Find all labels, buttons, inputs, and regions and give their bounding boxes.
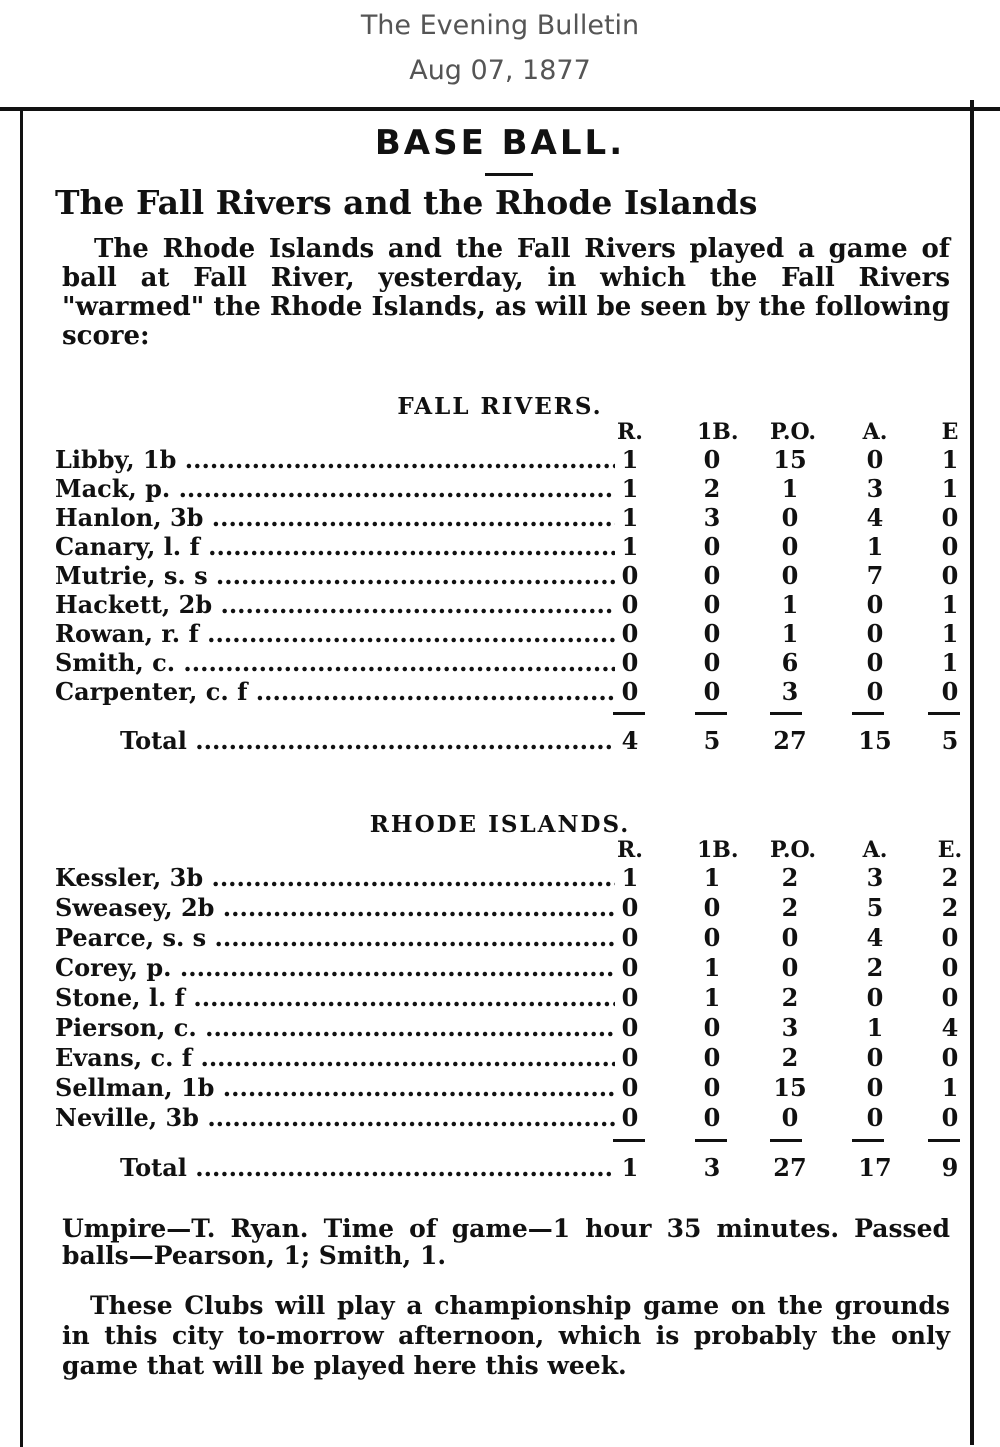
errors-cell: 0 <box>941 1103 959 1132</box>
total-errors: 9 <box>941 1153 959 1182</box>
errors-cell: 0 <box>941 677 959 706</box>
base-hits-cell: 0 <box>703 532 721 561</box>
column-header: P.O. <box>770 837 817 863</box>
assists-cell: 0 <box>866 590 884 619</box>
errors-cell: 0 <box>941 561 959 590</box>
player-row <box>55 953 960 983</box>
player-name: Neville, 3b ..... <box>55 1103 615 1132</box>
runs-cell: 0 <box>621 923 639 952</box>
assists-cell: 4 <box>866 923 884 952</box>
player-name: Hackett, 2b ..... <box>55 590 615 619</box>
putouts-cell: 2 <box>781 1043 799 1072</box>
putouts-cell: 2 <box>781 863 799 892</box>
total-rule <box>852 712 884 715</box>
runs-cell: 0 <box>621 893 639 922</box>
total-runs: 1 <box>621 1153 639 1182</box>
base-hits-cell: 0 <box>703 1103 721 1132</box>
runs-cell: 0 <box>621 648 639 677</box>
player-name: Corey, p. ..... <box>55 953 615 982</box>
player-row <box>55 1103 960 1133</box>
total-rule <box>613 712 645 715</box>
errors-cell: 1 <box>941 619 959 648</box>
column-header: A. <box>862 419 888 445</box>
column-header: P.O. <box>770 419 817 445</box>
total-rule <box>613 1139 645 1142</box>
title-rule <box>485 173 533 176</box>
putouts-cell: 1 <box>781 619 799 648</box>
assists-cell: 1 <box>866 1013 884 1042</box>
errors-cell: 0 <box>941 503 959 532</box>
total-row <box>120 726 960 756</box>
base-hits-cell: 0 <box>703 445 721 474</box>
column-header: 1B. <box>697 419 739 445</box>
putouts-cell: 0 <box>781 953 799 982</box>
total-rule <box>852 1139 884 1142</box>
runs-cell: 0 <box>621 619 639 648</box>
assists-cell: 0 <box>866 1103 884 1132</box>
errors-cell: 0 <box>941 983 959 1012</box>
player-name: Hanlon, 3b ..... <box>55 503 615 532</box>
total-label: Total ..... <box>120 726 615 755</box>
base-hits-cell: 0 <box>703 619 721 648</box>
runs-cell: 1 <box>621 532 639 561</box>
base-hits-cell: 1 <box>703 983 721 1012</box>
assists-cell: 0 <box>866 1073 884 1102</box>
errors-cell: 1 <box>941 648 959 677</box>
umpire-line: Umpire—T. Ryan. Time of game—1 hour 35 minutes. Passed balls—Pearson, 1; Smith, 1. <box>62 1214 950 1270</box>
player-name: Libby, 1b ..... <box>55 445 615 474</box>
total-row <box>120 1153 960 1183</box>
total-rule <box>928 1139 960 1142</box>
errors-cell: 0 <box>941 1043 959 1072</box>
newspaper-clipping <box>0 95 1000 1440</box>
putouts-cell: 2 <box>781 983 799 1012</box>
publication-date: Aug 07, 1877 <box>409 55 591 86</box>
column-header: R. <box>617 419 643 445</box>
player-row <box>55 532 960 562</box>
column-header: E <box>941 419 959 445</box>
assists-cell: 3 <box>866 474 884 503</box>
total-runs: 4 <box>621 726 639 755</box>
runs-cell: 0 <box>621 1103 639 1132</box>
assists-cell: 0 <box>866 677 884 706</box>
runs-cell: 0 <box>621 983 639 1012</box>
total-rule <box>695 1139 727 1142</box>
base-hits-cell: 0 <box>703 561 721 590</box>
left-border <box>20 107 23 1447</box>
total-rule <box>928 712 960 715</box>
runs-cell: 1 <box>621 863 639 892</box>
intro-paragraph: The Rhode Islands and the Fall Rivers played a game of ball at Fall River, yesterday, in which the Fall Rivers "warmed" the Rhode Islands, as will be seen by the following score: <box>62 234 950 351</box>
total-putouts: 27 <box>773 726 807 755</box>
player-row <box>55 445 960 475</box>
total-errors: 5 <box>941 726 959 755</box>
base-hits-cell: 1 <box>703 953 721 982</box>
player-row <box>55 923 960 953</box>
player-row <box>55 863 960 893</box>
assists-cell: 7 <box>866 561 884 590</box>
player-row <box>55 1073 960 1103</box>
putouts-cell: 2 <box>781 893 799 922</box>
base-hits-cell: 0 <box>703 1013 721 1042</box>
base-hits-cell: 2 <box>703 474 721 503</box>
assists-cell: 0 <box>866 445 884 474</box>
total-label: Total ..... <box>120 1153 615 1182</box>
player-row <box>55 561 960 591</box>
player-row <box>55 677 960 707</box>
errors-cell: 1 <box>941 445 959 474</box>
errors-cell: 0 <box>941 532 959 561</box>
base-hits-cell: 0 <box>703 590 721 619</box>
runs-cell: 0 <box>621 561 639 590</box>
player-row <box>55 1013 960 1043</box>
column-header: A. <box>862 837 888 863</box>
base-hits-cell: 0 <box>703 1073 721 1102</box>
player-row <box>55 983 960 1013</box>
total-base-hits: 5 <box>703 726 721 755</box>
putouts-cell: 6 <box>781 648 799 677</box>
putouts-cell: 1 <box>781 474 799 503</box>
article-title: BASE BALL. <box>374 123 626 163</box>
runs-cell: 0 <box>621 677 639 706</box>
putouts-cell: 1 <box>781 590 799 619</box>
base-hits-cell: 0 <box>703 1043 721 1072</box>
assists-cell: 1 <box>866 532 884 561</box>
player-name: Carpenter, c. f ..... <box>55 677 615 706</box>
assists-cell: 3 <box>866 863 884 892</box>
player-name: Smith, c. ..... <box>55 648 615 677</box>
player-row <box>55 474 960 504</box>
putouts-cell: 3 <box>781 677 799 706</box>
runs-cell: 1 <box>621 474 639 503</box>
assists-cell: 4 <box>866 503 884 532</box>
putouts-cell: 3 <box>781 1013 799 1042</box>
player-name: Sellman, 1b ..... <box>55 1073 615 1102</box>
runs-cell: 0 <box>621 1043 639 1072</box>
player-name: Canary, l. f ..... <box>55 532 615 561</box>
assists-cell: 0 <box>866 648 884 677</box>
runs-cell: 1 <box>621 445 639 474</box>
total-rule <box>770 712 802 715</box>
putouts-cell: 0 <box>781 1103 799 1132</box>
column-header: R. <box>617 837 643 863</box>
base-hits-cell: 3 <box>703 503 721 532</box>
errors-cell: 1 <box>941 590 959 619</box>
runs-cell: 0 <box>621 1073 639 1102</box>
runs-cell: 1 <box>621 503 639 532</box>
player-row <box>55 648 960 678</box>
team-name: RHODE ISLANDS. <box>369 811 631 838</box>
base-hits-cell: 0 <box>703 923 721 952</box>
errors-cell: 2 <box>941 863 959 892</box>
assists-cell: 0 <box>866 1043 884 1072</box>
total-rule <box>695 712 727 715</box>
column-header: E. <box>937 837 963 863</box>
total-putouts: 27 <box>773 1153 807 1182</box>
assists-cell: 0 <box>866 983 884 1012</box>
player-name: Mack, p. ..... <box>55 474 615 503</box>
errors-cell: 1 <box>941 1073 959 1102</box>
player-name: Kessler, 3b ..... <box>55 863 615 892</box>
publication-name: The Evening Bulletin <box>360 10 640 41</box>
player-row <box>55 893 960 923</box>
base-hits-cell: 1 <box>703 863 721 892</box>
assists-cell: 0 <box>866 619 884 648</box>
team-name: FALL RIVERS. <box>397 393 603 420</box>
base-hits-cell: 0 <box>703 677 721 706</box>
errors-cell: 0 <box>941 923 959 952</box>
player-name: Stone, l. f ..... <box>55 983 615 1012</box>
assists-cell: 2 <box>866 953 884 982</box>
errors-cell: 2 <box>941 893 959 922</box>
closing-paragraph: These Clubs will play a championship game on the grounds in this city to-morrow afternoon, which is probably the only game that will be played here this week. <box>62 1291 950 1380</box>
total-rule <box>770 1139 802 1142</box>
putouts-cell: 0 <box>781 532 799 561</box>
player-row <box>55 503 960 533</box>
article-subhead: The Fall Rivers and the Rhode Islands <box>55 183 758 222</box>
putouts-cell: 15 <box>773 445 807 474</box>
player-row <box>55 1043 960 1073</box>
total-assists: 15 <box>858 726 892 755</box>
base-hits-cell: 0 <box>703 648 721 677</box>
player-name: Sweasey, 2b ..... <box>55 893 615 922</box>
putouts-cell: 0 <box>781 503 799 532</box>
column-header: 1B. <box>697 837 739 863</box>
runs-cell: 0 <box>621 1013 639 1042</box>
total-assists: 17 <box>858 1153 892 1182</box>
player-name: Evans, c. f ..... <box>55 1043 615 1072</box>
player-name: Rowan, r. f ..... <box>55 619 615 648</box>
player-row <box>55 590 960 620</box>
right-border <box>970 100 974 1445</box>
runs-cell: 0 <box>621 590 639 619</box>
errors-cell: 0 <box>941 953 959 982</box>
base-hits-cell: 0 <box>703 893 721 922</box>
errors-cell: 1 <box>941 474 959 503</box>
player-name: Pierson, c. ..... <box>55 1013 615 1042</box>
putouts-cell: 0 <box>781 561 799 590</box>
player-row <box>55 619 960 649</box>
assists-cell: 5 <box>866 893 884 922</box>
player-name: Mutrie, s. s ..... <box>55 561 615 590</box>
runs-cell: 0 <box>621 953 639 982</box>
errors-cell: 4 <box>941 1013 959 1042</box>
putouts-cell: 15 <box>773 1073 807 1102</box>
putouts-cell: 0 <box>781 923 799 952</box>
player-name: Pearce, s. s ..... <box>55 923 615 952</box>
total-base-hits: 3 <box>703 1153 721 1182</box>
top-border <box>0 107 1000 111</box>
